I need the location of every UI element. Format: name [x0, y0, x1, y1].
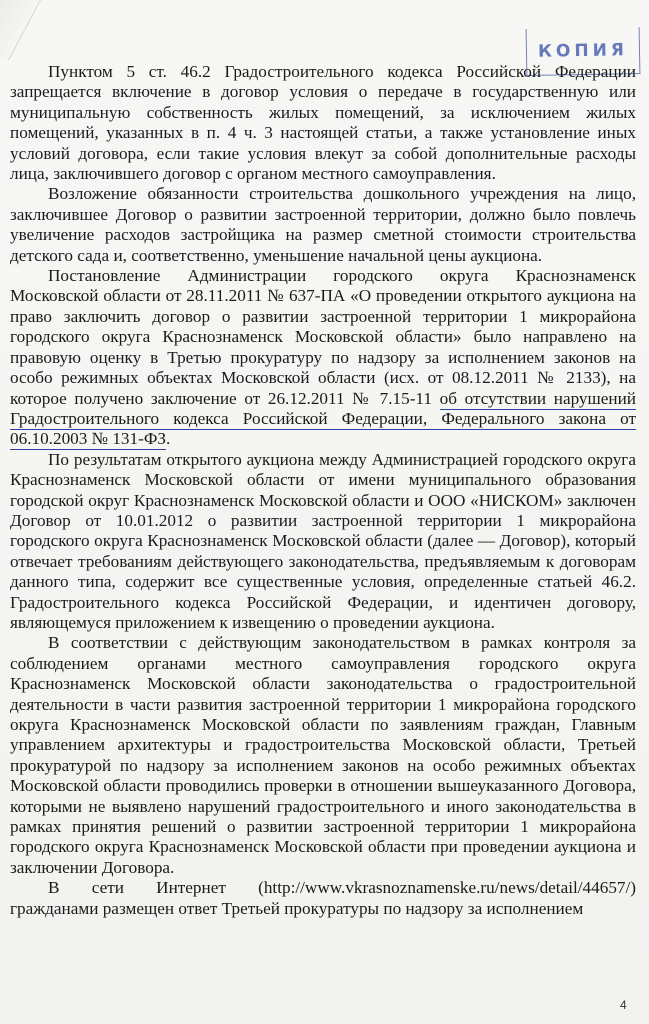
- underlined-conclusion: об отсутствии нарушений Градостроительного кодекса Российской Федерации, Федерального закона от 06.10.2003 № 131-ФЗ: [10, 388, 636, 449]
- paragraph-3-before: Постановление Администрации городского округа Краснознаменск Московской области от 28.11.2011 № 637-ПА «О проведении открытого аукциона на право заключить договор о развитии застроенной территории 1 микрорайона городского округа Краснознаменск Московской области» было направлено на правовую оценку в Третью прокуратуру по надзору за исполнением законов на особо режимных объектах Московской области (исх. от 08.12.2011 № 2133), на которое получено заключение от 26.12.2011 № 7.15-11: [10, 266, 636, 408]
- paragraph-6: В сети Интернет (http://www.vkrasnoznamenske.ru/news/detail/44657/) гражданами размещен ответ Третьей прокуратуры по надзору за исполнением: [10, 878, 636, 918]
- document-body: [10, 62, 636, 919]
- paragraph-2: Возложение обязанности строительства дошкольного учреждения на лицо, заключившее Договор о развитии застроенной территории, должно было повлечь увеличение расходов застройщика на размер сметной стоимости строительства детского сада и, соответственно, уменьшение начальной цены аукциона.: [10, 184, 636, 265]
- paragraph-3-after: .: [166, 429, 171, 449]
- paragraph-4: По результатам открытого аукциона между Администрацией городского округа Краснознаменск Московской области от имени муниципального образования городской округ Краснознаменск Московской области и ООО «НИСКОМ» заключен Договор от 10.01.2012 о развитии застроенной территории 1 микрорайона городского округа Краснознаменск Московской области (далее — Договор), который отвечает требованиям действующего законодательства, предъявляемым к договорам данного типа, содержит все существенные условия, определенные статьей 46.2. Градостроительного кодекса Российской Федерации, и идентичен договору, являющемуся приложением к извещению о проведении аукциона.: [10, 449, 636, 632]
- paragraph-3: [10, 266, 636, 450]
- copy-stamp-label: КОПИЯ: [537, 40, 629, 62]
- page-number: 4: [620, 998, 627, 1012]
- paragraph-1: Пунктом 5 ст. 46.2 Градостроительного кодекса Российской Федерации запрещается включение в договор условия о передаче в государственную или муниципальную собственность жилых помещений, за исключением жилых помещений, указанных в п. 4 ч. 3 настоящей статьи, а также установление иных условий договора, если такие условия влекут за собой дополнительные расходы лица, заключившего договор с органом местного самоуправления.: [10, 62, 636, 184]
- page-corner-fold: [0, 0, 41, 60]
- paragraph-5: В соответствии с действующим законодательством в рамках контроля за соблюдением органами местного самоуправления городского округа Краснознаменск Московской области законодательства о градостроительной деятельности в части развития застроенной территории 1 микрорайона городского округа Краснознаменск Московской области по заявлениям граждан, Главным управлением архитектуры и градостроительства Московской области, Третьей прокуратурой по надзору за исполнением законов на особо режимных объектах Московской области проводились проверки в отношении вышеуказанного Договора, которыми не выявлено нарушений градостроительного и иного законодательства в рамках принятия решений о развитии застроенной территории 1 микрорайона городского округа Краснознаменск Московской области при проведении аукциона и заключении Договора.: [10, 633, 636, 877]
